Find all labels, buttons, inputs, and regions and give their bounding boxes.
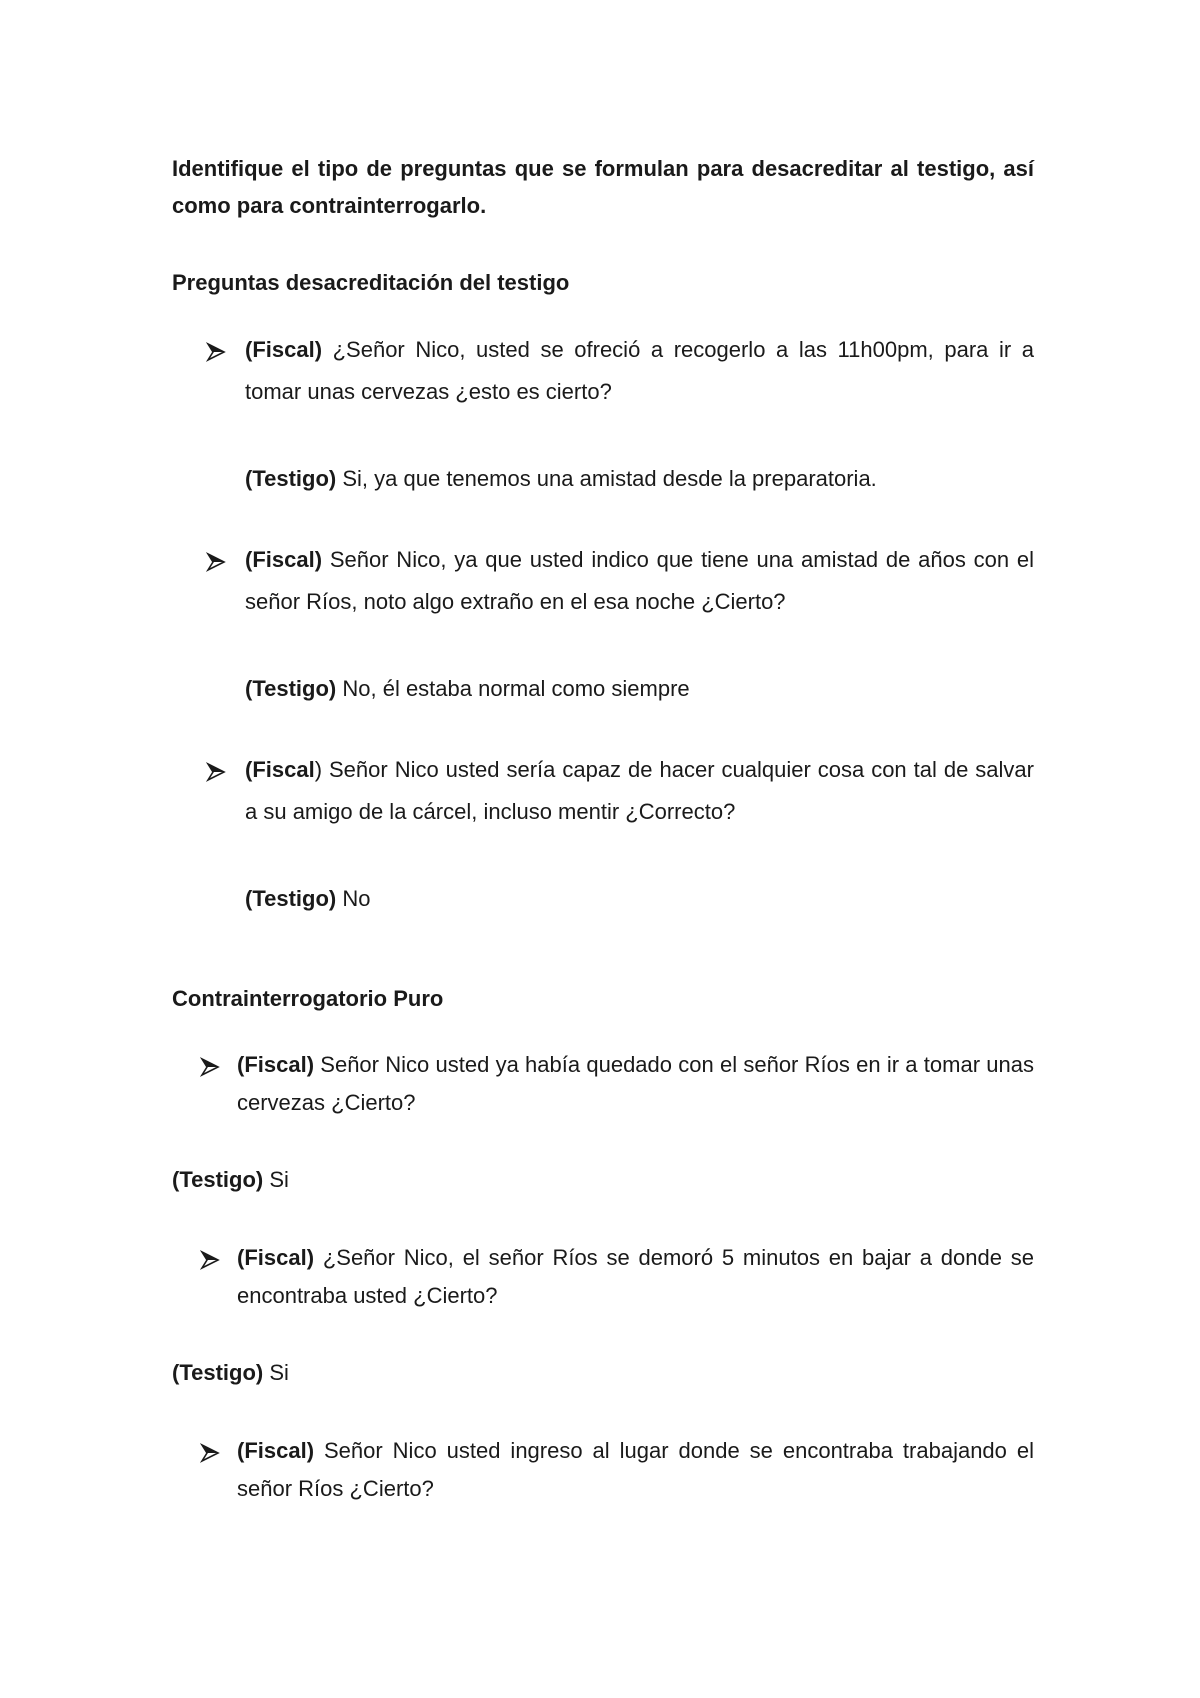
speaker-label: (Fiscal): [237, 1438, 315, 1463]
speaker-label: (Fiscal): [237, 1245, 315, 1270]
question-text: ¿Señor Nico, el señor Ríos se demoró 5 minutos en bajar a donde se encontraba usted ¿Cierto?: [237, 1245, 1034, 1308]
answer-paragraph: [172, 1360, 289, 1386]
speaker-label: (Fiscal: [245, 757, 315, 782]
section-heading-contrainterrogatorio: Contrainterrogatorio Puro: [172, 986, 444, 1011]
answer-text: Si: [263, 1167, 289, 1192]
speaker-label: (Testigo): [245, 466, 337, 491]
speaker-label: (Fiscal): [237, 1052, 315, 1077]
question-paragraph: [237, 1239, 1034, 1315]
answer-text: No, él estaba normal como siempre: [336, 676, 690, 701]
answer-paragraph: [245, 676, 690, 702]
arrowhead-bullet-icon: [200, 1442, 220, 1464]
arrowhead-bullet-icon: [206, 761, 226, 783]
question-text: Señor Nico usted ya había quedado con el señor Ríos en ir a tomar unas cervezas ¿Cierto?: [237, 1052, 1034, 1115]
speaker-label: (Fiscal): [245, 337, 323, 362]
question-paragraph: [245, 329, 1034, 413]
arrowhead-bullet-icon: [206, 341, 226, 363]
section-heading-desacreditacion: Preguntas desacreditación del testigo: [172, 270, 570, 295]
question-text: ) Señor Nico usted sería capaz de hacer cualquier cosa con tal de salvar a su amigo de la cárcel, incluso mentir ¿Correcto?: [245, 757, 1034, 824]
answer-paragraph: [245, 886, 371, 912]
arrowhead-bullet-icon: [206, 551, 226, 573]
speaker-label: (Testigo): [172, 1167, 264, 1192]
question-text: Señor Nico, ya que usted indico que tiene una amistad de años con el señor Ríos, noto algo extraño en el esa noche ¿Cierto?: [245, 547, 1034, 614]
question-paragraph: [237, 1432, 1034, 1508]
speaker-label: (Testigo): [245, 676, 337, 701]
question-text: ¿Señor Nico, usted se ofreció a recogerlo a las 11h00pm, para ir a tomar unas cervezas ¿esto es cierto?: [245, 337, 1034, 404]
intro-paragraph: Identifique el tipo de preguntas que se formulan para desacreditar al testigo, así como para contrainterrogarlo.: [172, 156, 1034, 218]
question-paragraph: [245, 749, 1034, 833]
answer-paragraph: [172, 1167, 289, 1193]
answer-text: Si, ya que tenemos una amistad desde la preparatoria.: [336, 466, 877, 491]
arrowhead-bullet-icon: [200, 1249, 220, 1271]
answer-text: Si: [263, 1360, 289, 1385]
speaker-label: (Testigo): [245, 886, 337, 911]
answer-paragraph: [245, 466, 877, 492]
answer-text: No: [336, 886, 371, 911]
speaker-label: (Fiscal): [245, 547, 323, 572]
question-paragraph: [245, 539, 1034, 623]
question-text: Señor Nico usted ingreso al lugar donde se encontraba trabajando el señor Ríos ¿Cierto?: [237, 1438, 1034, 1501]
arrowhead-bullet-icon: [200, 1056, 220, 1078]
speaker-label: (Testigo): [172, 1360, 264, 1385]
question-paragraph: [237, 1046, 1034, 1122]
